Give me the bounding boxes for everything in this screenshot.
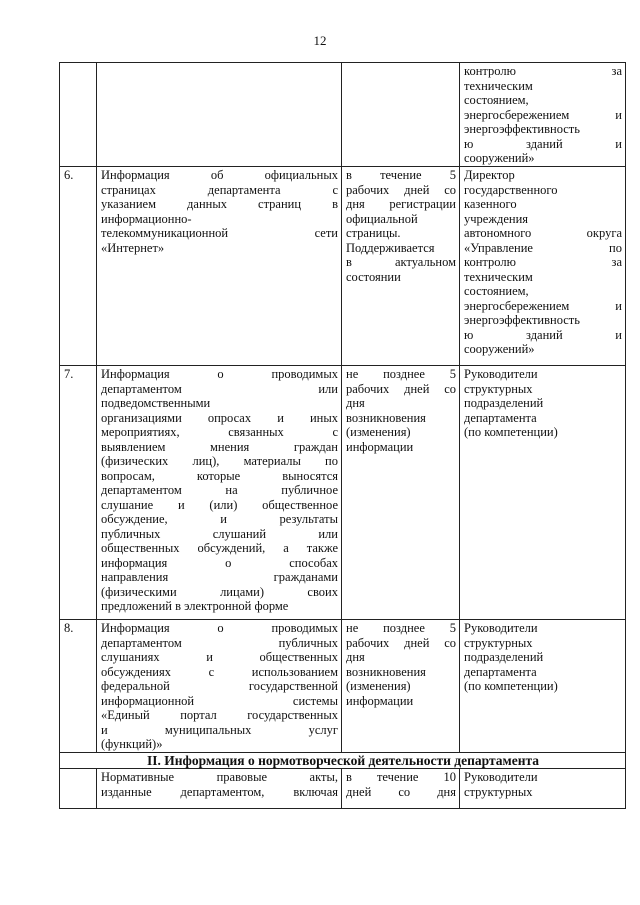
term-cell — [342, 769, 460, 809]
section-header-row — [60, 752, 626, 769]
responsible-cell-line: энергосбережением и — [464, 298, 622, 313]
responsible-cell-line: сооружений» — [464, 151, 535, 165]
info-cell-line: (физическими лицами) своих — [101, 584, 338, 599]
term-cell — [342, 167, 460, 366]
info-cell-line: изданные департаментом, включая — [101, 784, 338, 799]
responsible-cell-line: ю зданий и — [464, 327, 622, 342]
term-cell-line: Поддерживается — [346, 240, 435, 255]
information-table — [59, 62, 626, 809]
row-number: 7. — [60, 366, 97, 620]
info-cell-line: Информация о проводимых — [101, 621, 338, 635]
term-cell-line: рабочих дней со — [346, 381, 456, 396]
info-cell-line: организациями опросах и иных — [101, 410, 338, 425]
info-cell — [97, 167, 342, 366]
info-cell-line: обсуждениях с использованием — [101, 664, 338, 679]
term-cell-line: дня — [346, 650, 365, 664]
info-cell-line: общественных обсуждений, а также — [101, 541, 338, 555]
row-number: 8. — [60, 620, 97, 753]
info-cell-line: подведомственными — [101, 396, 211, 410]
responsible-cell-line: состоянием, — [464, 93, 529, 107]
term-cell-line: страницы. — [346, 226, 401, 240]
info-cell-line: (функций)» — [101, 737, 163, 751]
info-cell-line: федеральной государственной — [101, 679, 338, 693]
term-cell-line: возникновения — [346, 664, 426, 679]
info-cell-line: информация о способах — [101, 555, 338, 570]
responsible-cell-line: Руководители — [464, 770, 538, 784]
responsible-cell-line: энергоэффективность — [464, 313, 580, 327]
info-cell-line: направления гражданами — [101, 570, 338, 584]
responsible-cell-line: государственного — [464, 182, 558, 197]
responsible-cell-line: контролю за — [464, 255, 622, 269]
term-cell — [342, 63, 460, 167]
info-cell — [97, 769, 342, 809]
info-cell-line: «Интернет» — [101, 240, 165, 255]
section-title: II. Информация о нормотворческой деятельности департамента — [60, 752, 626, 769]
term-cell-line: (изменения) — [346, 425, 411, 439]
info-cell-line: информационно- — [101, 211, 192, 226]
table-row — [60, 620, 626, 753]
responsible-cell — [460, 620, 626, 753]
responsible-cell-line: ю зданий и — [464, 136, 622, 151]
page-number: 12 — [313, 33, 327, 48]
info-cell-line: указанием данных страниц в — [101, 197, 338, 211]
table-row — [60, 769, 626, 809]
info-cell-line: Информация об официальных — [101, 168, 338, 182]
info-cell — [97, 366, 342, 620]
term-cell-line: дней со дня — [346, 784, 456, 799]
responsible-cell-line: департамента — [464, 410, 537, 425]
info-cell-line: обсуждение, и результаты — [101, 512, 338, 526]
info-cell-line: выявлением мнения граждан — [101, 439, 338, 454]
term-cell-line: рабочих дней со — [346, 635, 456, 650]
info-cell-line: Информация о проводимых — [101, 367, 338, 381]
responsible-cell-line: автономного округа — [464, 226, 622, 240]
term-cell-line: состоянии — [346, 269, 401, 284]
responsible-cell-line: контролю за — [464, 64, 622, 78]
responsible-cell-line: подразделений — [464, 396, 544, 410]
responsible-cell-line: «Управление по — [464, 240, 622, 255]
responsible-cell — [460, 769, 626, 809]
responsible-cell-line: техническим — [464, 78, 533, 93]
responsible-cell — [460, 63, 626, 167]
term-cell-line: информации — [346, 439, 414, 454]
responsible-cell-line: учреждения — [464, 211, 529, 226]
responsible-cell-line: энергосбережением и — [464, 107, 622, 122]
row-number — [60, 769, 97, 809]
responsible-cell-line: Руководители — [464, 367, 538, 381]
responsible-cell — [460, 366, 626, 620]
info-cell-line: (физических лиц), материалы по — [101, 454, 338, 468]
term-cell-line: дня — [346, 396, 365, 410]
responsible-cell-line: состоянием, — [464, 284, 529, 298]
responsible-cell-line: (по компетенции) — [464, 425, 558, 439]
responsible-cell-line: подразделений — [464, 650, 544, 664]
info-cell-line: мероприятиях, связанных с — [101, 425, 338, 439]
info-cell-line: предложений в электронной форме — [101, 599, 289, 613]
term-cell-line: дня регистрации — [346, 197, 456, 211]
info-cell-line: слушаниях и общественных — [101, 650, 338, 664]
responsible-cell-line: техническим — [464, 269, 533, 284]
responsible-cell-line: сооружений» — [464, 342, 535, 356]
term-cell-line: не позднее 5 — [346, 367, 456, 381]
term-cell-line: в течение 10 — [346, 770, 456, 784]
term-cell-line: возникновения — [346, 410, 426, 425]
info-cell-line: департаментом публичных — [101, 635, 338, 650]
responsible-cell-line: структурных — [464, 784, 533, 799]
info-cell-line: вопросам, которые выносятся — [101, 468, 338, 483]
term-cell-line: (изменения) — [346, 679, 411, 693]
term-cell-line: рабочих дней со — [346, 182, 456, 197]
term-cell-line: в течение 5 — [346, 168, 456, 182]
info-cell-line: информационной системы — [101, 693, 338, 708]
row-number — [60, 63, 97, 167]
responsible-cell-line: энергоэффективность — [464, 122, 580, 136]
term-cell — [342, 620, 460, 753]
info-cell-line: и муниципальных услуг — [101, 722, 338, 737]
table-row — [60, 366, 626, 620]
info-cell-line: публичных слушаний или — [101, 526, 338, 541]
responsible-cell-line: структурных — [464, 381, 533, 396]
info-cell — [97, 620, 342, 753]
term-cell-line: в актуальном — [346, 255, 456, 269]
responsible-cell-line: Директор — [464, 168, 515, 182]
term-cell-line: не позднее 5 — [346, 621, 456, 635]
info-cell-line: телекоммуникационной сети — [101, 226, 338, 240]
term-cell-line: информации — [346, 693, 414, 708]
responsible-cell — [460, 167, 626, 366]
responsible-cell-line: Руководители — [464, 621, 538, 635]
responsible-cell-line: структурных — [464, 635, 533, 650]
info-cell-line: страницах департамента с — [101, 182, 338, 197]
table-row — [60, 63, 626, 167]
term-cell-line: официальной — [346, 211, 418, 226]
info-cell-line: «Единый портал государственных — [101, 708, 338, 722]
responsible-cell-line: департамента — [464, 664, 537, 679]
table-row — [60, 167, 626, 366]
term-cell — [342, 366, 460, 620]
responsible-cell-line: казенного — [464, 197, 517, 211]
info-cell-line: слушание и (или) общественное — [101, 497, 338, 512]
row-number: 6. — [60, 167, 97, 366]
responsible-cell-line: (по компетенции) — [464, 679, 558, 693]
info-cell-line: департаментом или — [101, 381, 338, 396]
info-cell-line: департаментом на публичное — [101, 483, 338, 497]
info-cell-line: Нормативные правовые акты, — [101, 770, 338, 784]
info-cell — [97, 63, 342, 167]
